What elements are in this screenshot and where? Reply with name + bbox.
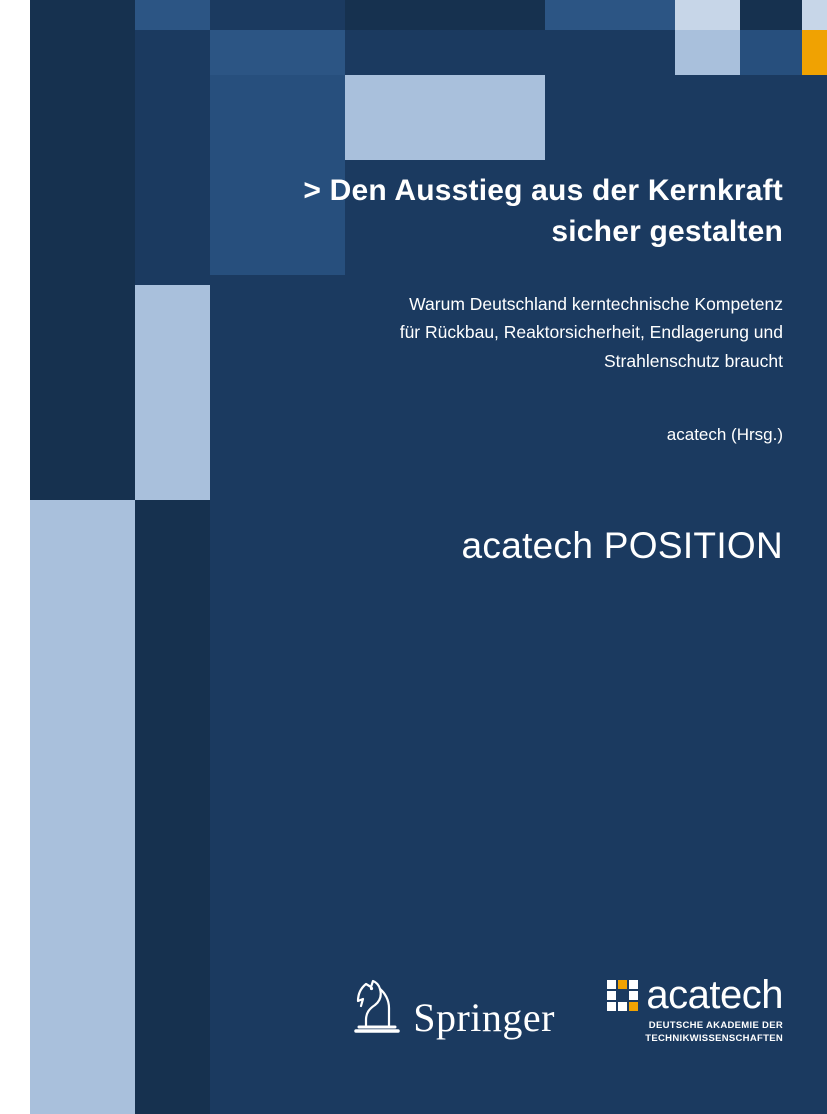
acatech-squares-icon <box>607 980 638 1011</box>
acatech-wordmark: acatech <box>646 973 783 1018</box>
mosaic-block <box>135 285 210 500</box>
mosaic-block <box>740 0 802 30</box>
acatech-subtitle <box>607 1020 783 1046</box>
cover-editor: acatech (Hrsg.) <box>666 425 783 444</box>
mosaic-block <box>210 30 345 75</box>
title-line: sicher gestalten <box>551 215 783 249</box>
springer-logo <box>349 975 555 1038</box>
left-white-margin <box>0 0 30 1114</box>
acatech-subtitle-line: TECHNIKWISSENSCHAFTEN <box>645 1033 783 1045</box>
subtitle-line: für Rückbau, Reaktorsicherheit, Endlagerung und <box>399 322 783 343</box>
mosaic-block <box>740 30 802 75</box>
acatech-subtitle-line: DEUTSCHE AKADEMIE DER <box>648 1020 783 1032</box>
acatech-logo <box>607 975 783 1046</box>
subtitle-line: Warum Deutschland kerntechnische Kompetenz <box>409 294 783 314</box>
subtitle-line: Strahlenschutz braucht <box>604 350 783 371</box>
mosaic-block-accent <box>802 30 827 75</box>
mosaic-block <box>675 0 740 30</box>
mosaic-block <box>345 0 545 30</box>
springer-knight-icon <box>349 975 403 1038</box>
title-line: > Den Ausstieg aus der Kernkraft <box>303 174 783 207</box>
mosaic-block <box>545 0 675 30</box>
mosaic-block <box>345 75 545 160</box>
mosaic-block <box>675 30 740 75</box>
springer-wordmark: Springer <box>413 995 555 1040</box>
mosaic-block <box>135 0 210 30</box>
mosaic-block <box>345 30 545 75</box>
cover-title <box>223 170 783 253</box>
mosaic-block-accent <box>802 0 827 30</box>
cover-subtitle <box>223 290 783 375</box>
publisher-logos <box>30 966 783 1056</box>
cover-series-title: acatech POSITION <box>461 525 783 566</box>
